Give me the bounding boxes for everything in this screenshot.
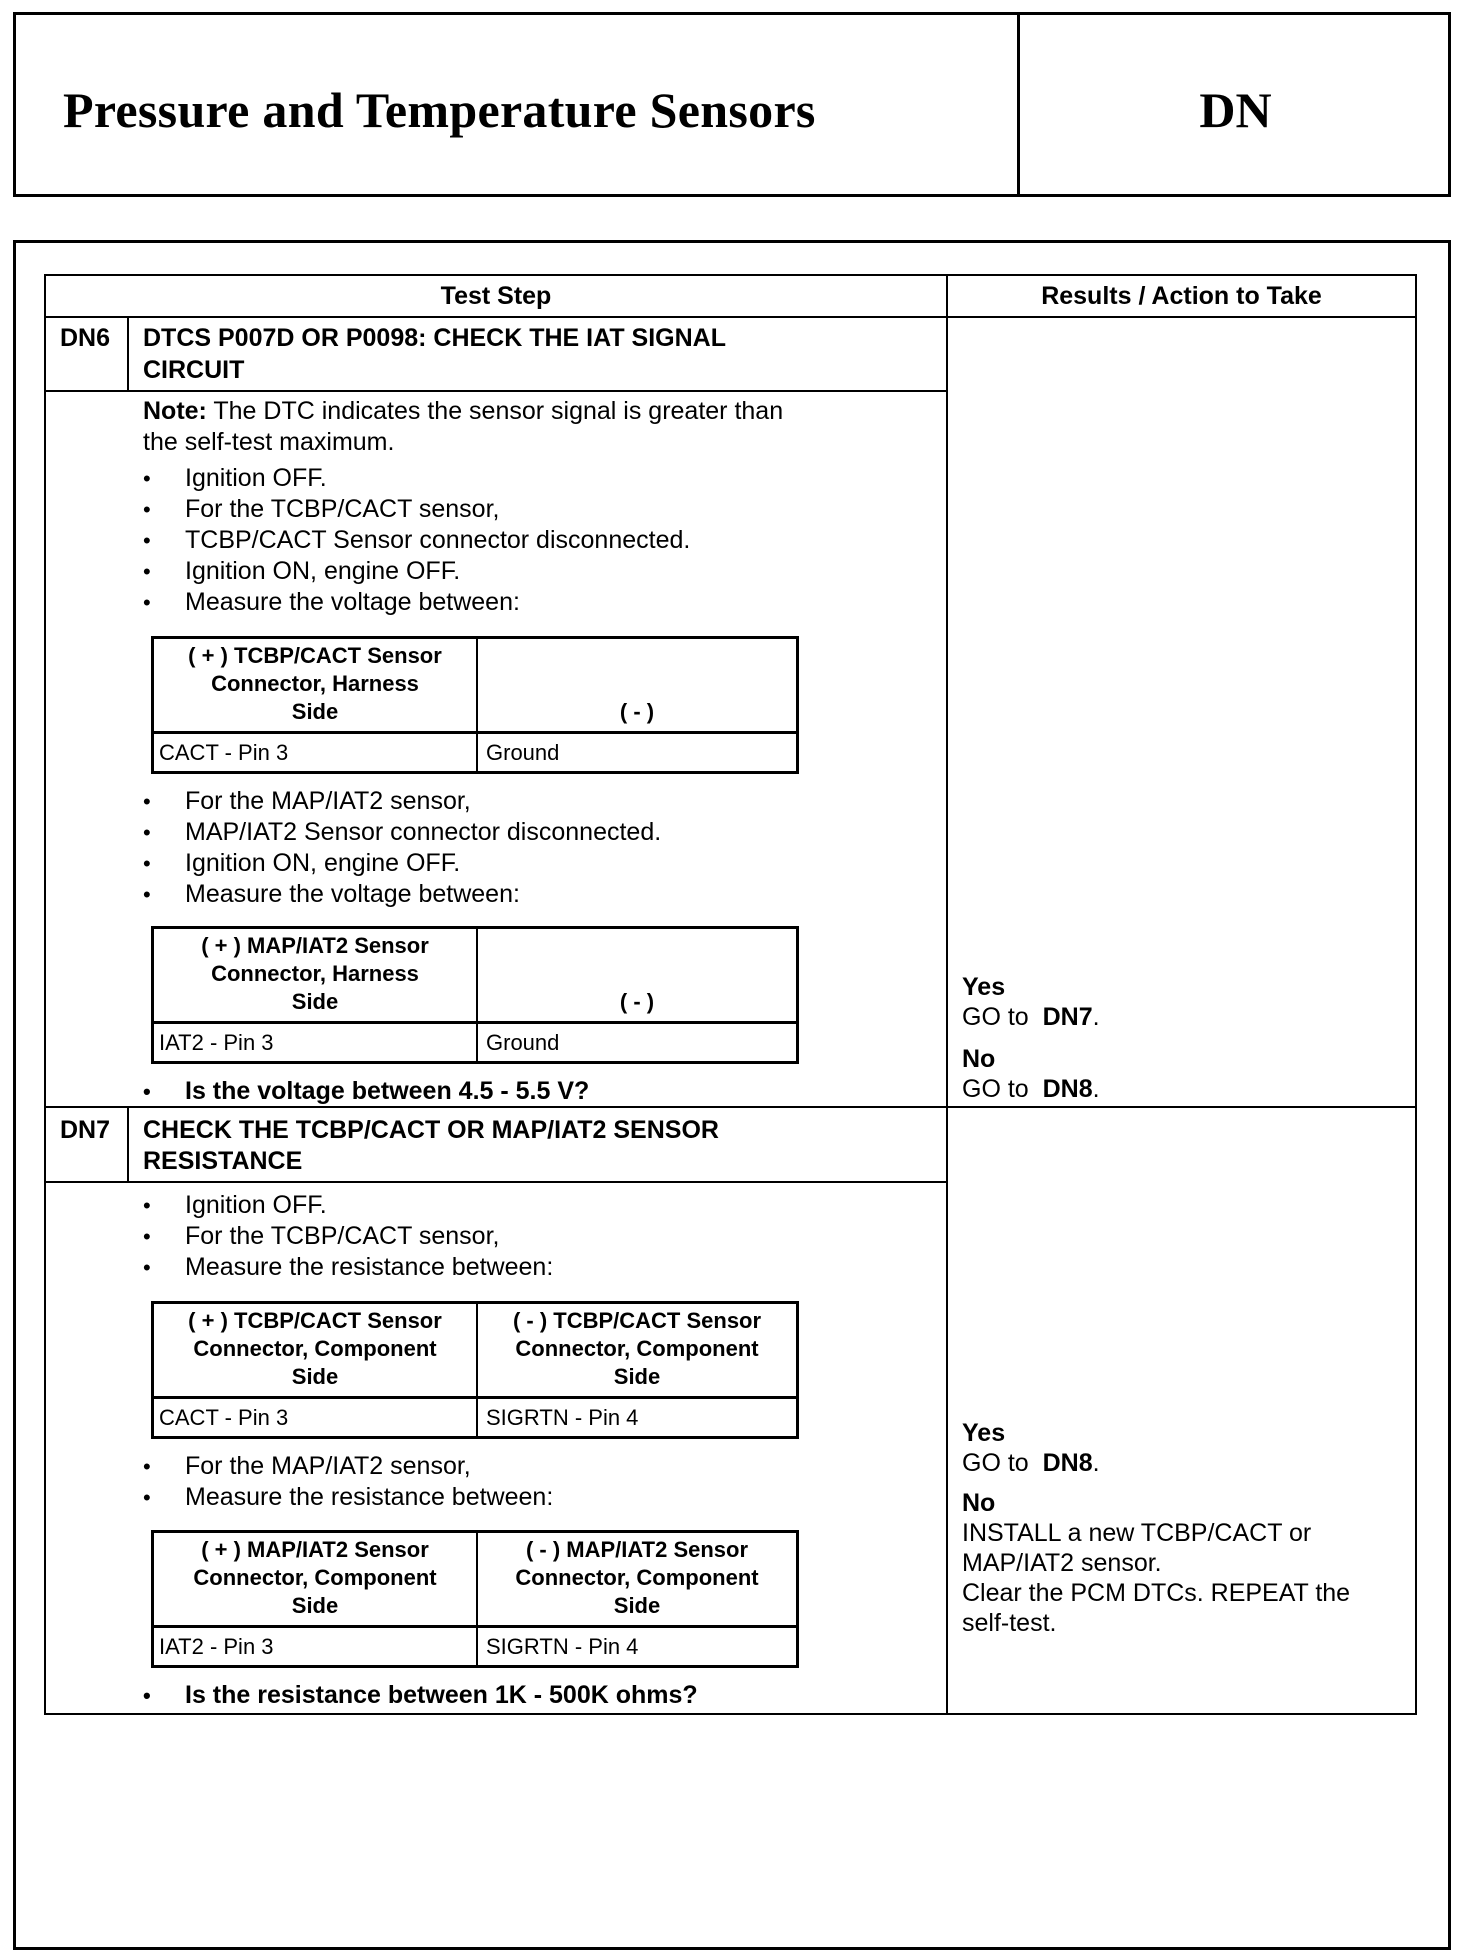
header-line: ( + ) MAP/IAT2 Sensor (201, 1537, 429, 1562)
section-code: DN (1199, 82, 1272, 138)
dn6-steps-a (143, 463, 690, 618)
list-item: • MAP/IAT2 Sensor connector disconnected. (143, 817, 661, 848)
header-line: ( - ) TCBP/CACT Sensor (512, 1308, 762, 1333)
header-negative (478, 1536, 796, 1620)
header-positive (154, 642, 476, 726)
header-line: Side (613, 1364, 661, 1389)
header-negative: ( - ) (619, 989, 655, 1014)
dn7-title-border (44, 1181, 948, 1183)
table-right-border (1415, 274, 1417, 1715)
note-text-line-1: The DTC indicates the sensor signal is greater than (206, 397, 784, 425)
dn7-title-line-1: CHECK THE TCBP/CACT OR MAP/IAT2 SENSOR (143, 1116, 719, 1144)
table-header-border (44, 316, 1417, 318)
list-item: • Measure the resistance between: (143, 1252, 553, 1283)
yes-label: Yes (962, 1419, 1006, 1447)
step-id-dn7: DN7 (60, 1116, 111, 1144)
note-label: Note: (143, 397, 207, 425)
page-header (13, 12, 1451, 197)
cell-positive-value: CACT - Pin 3 (159, 740, 289, 765)
no-action-line: INSTALL a new TCBP/CACT or (962, 1519, 1312, 1547)
list-item: • Ignition ON, engine OFF. (143, 556, 690, 587)
column-header-results: Results / Action to Take (1041, 282, 1322, 310)
period: . (1092, 1449, 1100, 1477)
note-text-line-2: the self-test maximum. (143, 428, 395, 456)
cell-positive-value: IAT2 - Pin 3 (159, 1030, 274, 1055)
header-line: Side (291, 699, 339, 724)
column-header-test-step: Test Step (440, 282, 552, 310)
list-item: • For the TCBP/CACT sensor, (143, 494, 690, 525)
cell-positive-value: CACT - Pin 3 (159, 1405, 289, 1430)
list-item: • Ignition ON, engine OFF. (143, 848, 661, 879)
header-negative (478, 1307, 796, 1391)
dn7-result-yes (962, 1418, 1100, 1478)
no-action: GO to (962, 1075, 1029, 1103)
dn6-title-line-1: DTCS P007D OR P0098: CHECK THE IAT SIGNAL (143, 324, 726, 352)
header-separator (154, 1396, 796, 1399)
header-line: Side (291, 1364, 339, 1389)
dn6-steps-b (143, 786, 661, 910)
cell-negative-value: SIGRTN - Pin 4 (486, 1634, 639, 1659)
list-item: • Measure the voltage between: (143, 587, 690, 618)
dn7-title-line-2: RESISTANCE (143, 1147, 303, 1175)
yes-action: GO to (962, 1003, 1029, 1031)
cell-negative-value: Ground (486, 740, 560, 765)
header-line: ( - ) MAP/IAT2 Sensor (525, 1537, 749, 1562)
header-positive (154, 932, 476, 1016)
no-action-line: Clear the PCM DTCs. REPEAT the (962, 1579, 1351, 1607)
table-column-divider (946, 274, 948, 1715)
dn7-steps-b (143, 1451, 553, 1513)
dn6-result-no (962, 1044, 1100, 1104)
dn7-question (143, 1680, 698, 1711)
list-item: • For the MAP/IAT2 sensor, (143, 1451, 553, 1482)
dn6-voltage-table-map (151, 926, 799, 1064)
cell-negative-value: SIGRTN - Pin 4 (486, 1405, 639, 1430)
dn7-resistance-table-tcbp (151, 1301, 799, 1439)
list-item: • Measure the voltage between: (143, 879, 661, 910)
header-separator (154, 1021, 796, 1024)
no-label: No (962, 1489, 996, 1517)
header-line: Side (613, 1593, 661, 1618)
header-line: ( + ) TCBP/CACT Sensor (188, 1308, 442, 1333)
list-item: • Measure the resistance between: (143, 1482, 553, 1513)
dn6-id-divider (127, 316, 129, 392)
header-line: Connector, Component (515, 1336, 759, 1361)
no-action-line: self-test. (962, 1609, 1057, 1637)
header-line: Connector, Harness (211, 961, 419, 986)
table-bottom-border (44, 1713, 1417, 1715)
dn6-question (143, 1076, 589, 1107)
dn7-steps-a (143, 1190, 553, 1283)
header-positive (154, 1307, 476, 1391)
question-text: • Is the resistance between 1K - 500K ohms? (143, 1680, 698, 1711)
period: . (1092, 1003, 1100, 1031)
header-negative: ( - ) (619, 699, 655, 724)
table-top-border (44, 274, 1417, 276)
dn7-resistance-table-map (151, 1530, 799, 1668)
header-separator (154, 731, 796, 734)
header-line: Side (291, 1593, 339, 1618)
step-id-dn6: DN6 (60, 324, 111, 352)
cell-positive-value: IAT2 - Pin 3 (159, 1634, 274, 1659)
page-title: Pressure and Temperature Sensors (63, 82, 816, 138)
table-left-border (44, 274, 46, 1715)
cell-negative-value: Ground (486, 1030, 560, 1055)
no-label: No (962, 1045, 996, 1073)
yes-action: GO to (962, 1449, 1029, 1477)
dn7-result-no (962, 1488, 1350, 1638)
header-line: Connector, Component (515, 1565, 759, 1590)
no-target: DN8 (1042, 1075, 1093, 1103)
dn6-title-line-2: CIRCUIT (143, 356, 245, 384)
header-line: Side (291, 989, 339, 1014)
question-text: • Is the voltage between 4.5 - 5.5 V? (143, 1076, 589, 1107)
header-line: ( + ) TCBP/CACT Sensor (188, 643, 442, 668)
list-item: • TCBP/CACT Sensor connector disconnected. (143, 525, 690, 556)
no-action-line: MAP/IAT2 sensor. (962, 1549, 1162, 1577)
dn7-id-divider (127, 1106, 129, 1183)
list-item: • For the MAP/IAT2 sensor, (143, 786, 661, 817)
header-line: Connector, Harness (211, 671, 419, 696)
yes-target: DN8 (1042, 1449, 1093, 1477)
dn6-result-yes (962, 972, 1100, 1032)
dn6-voltage-table-tcbp (151, 636, 799, 774)
yes-target: DN7 (1042, 1003, 1093, 1031)
dn6-title-border (44, 390, 948, 392)
list-item: • For the TCBP/CACT sensor, (143, 1221, 553, 1252)
list-item: • Ignition OFF. (143, 1190, 553, 1221)
period: . (1092, 1075, 1100, 1103)
header-separator (154, 1625, 796, 1628)
header-line: Connector, Component (193, 1336, 437, 1361)
list-item: • Ignition OFF. (143, 463, 690, 494)
dn6-note (143, 396, 783, 427)
yes-label: Yes (962, 973, 1006, 1001)
header-line: Connector, Component (193, 1565, 437, 1590)
header-line: ( + ) MAP/IAT2 Sensor (201, 933, 429, 958)
header-positive (154, 1536, 476, 1620)
